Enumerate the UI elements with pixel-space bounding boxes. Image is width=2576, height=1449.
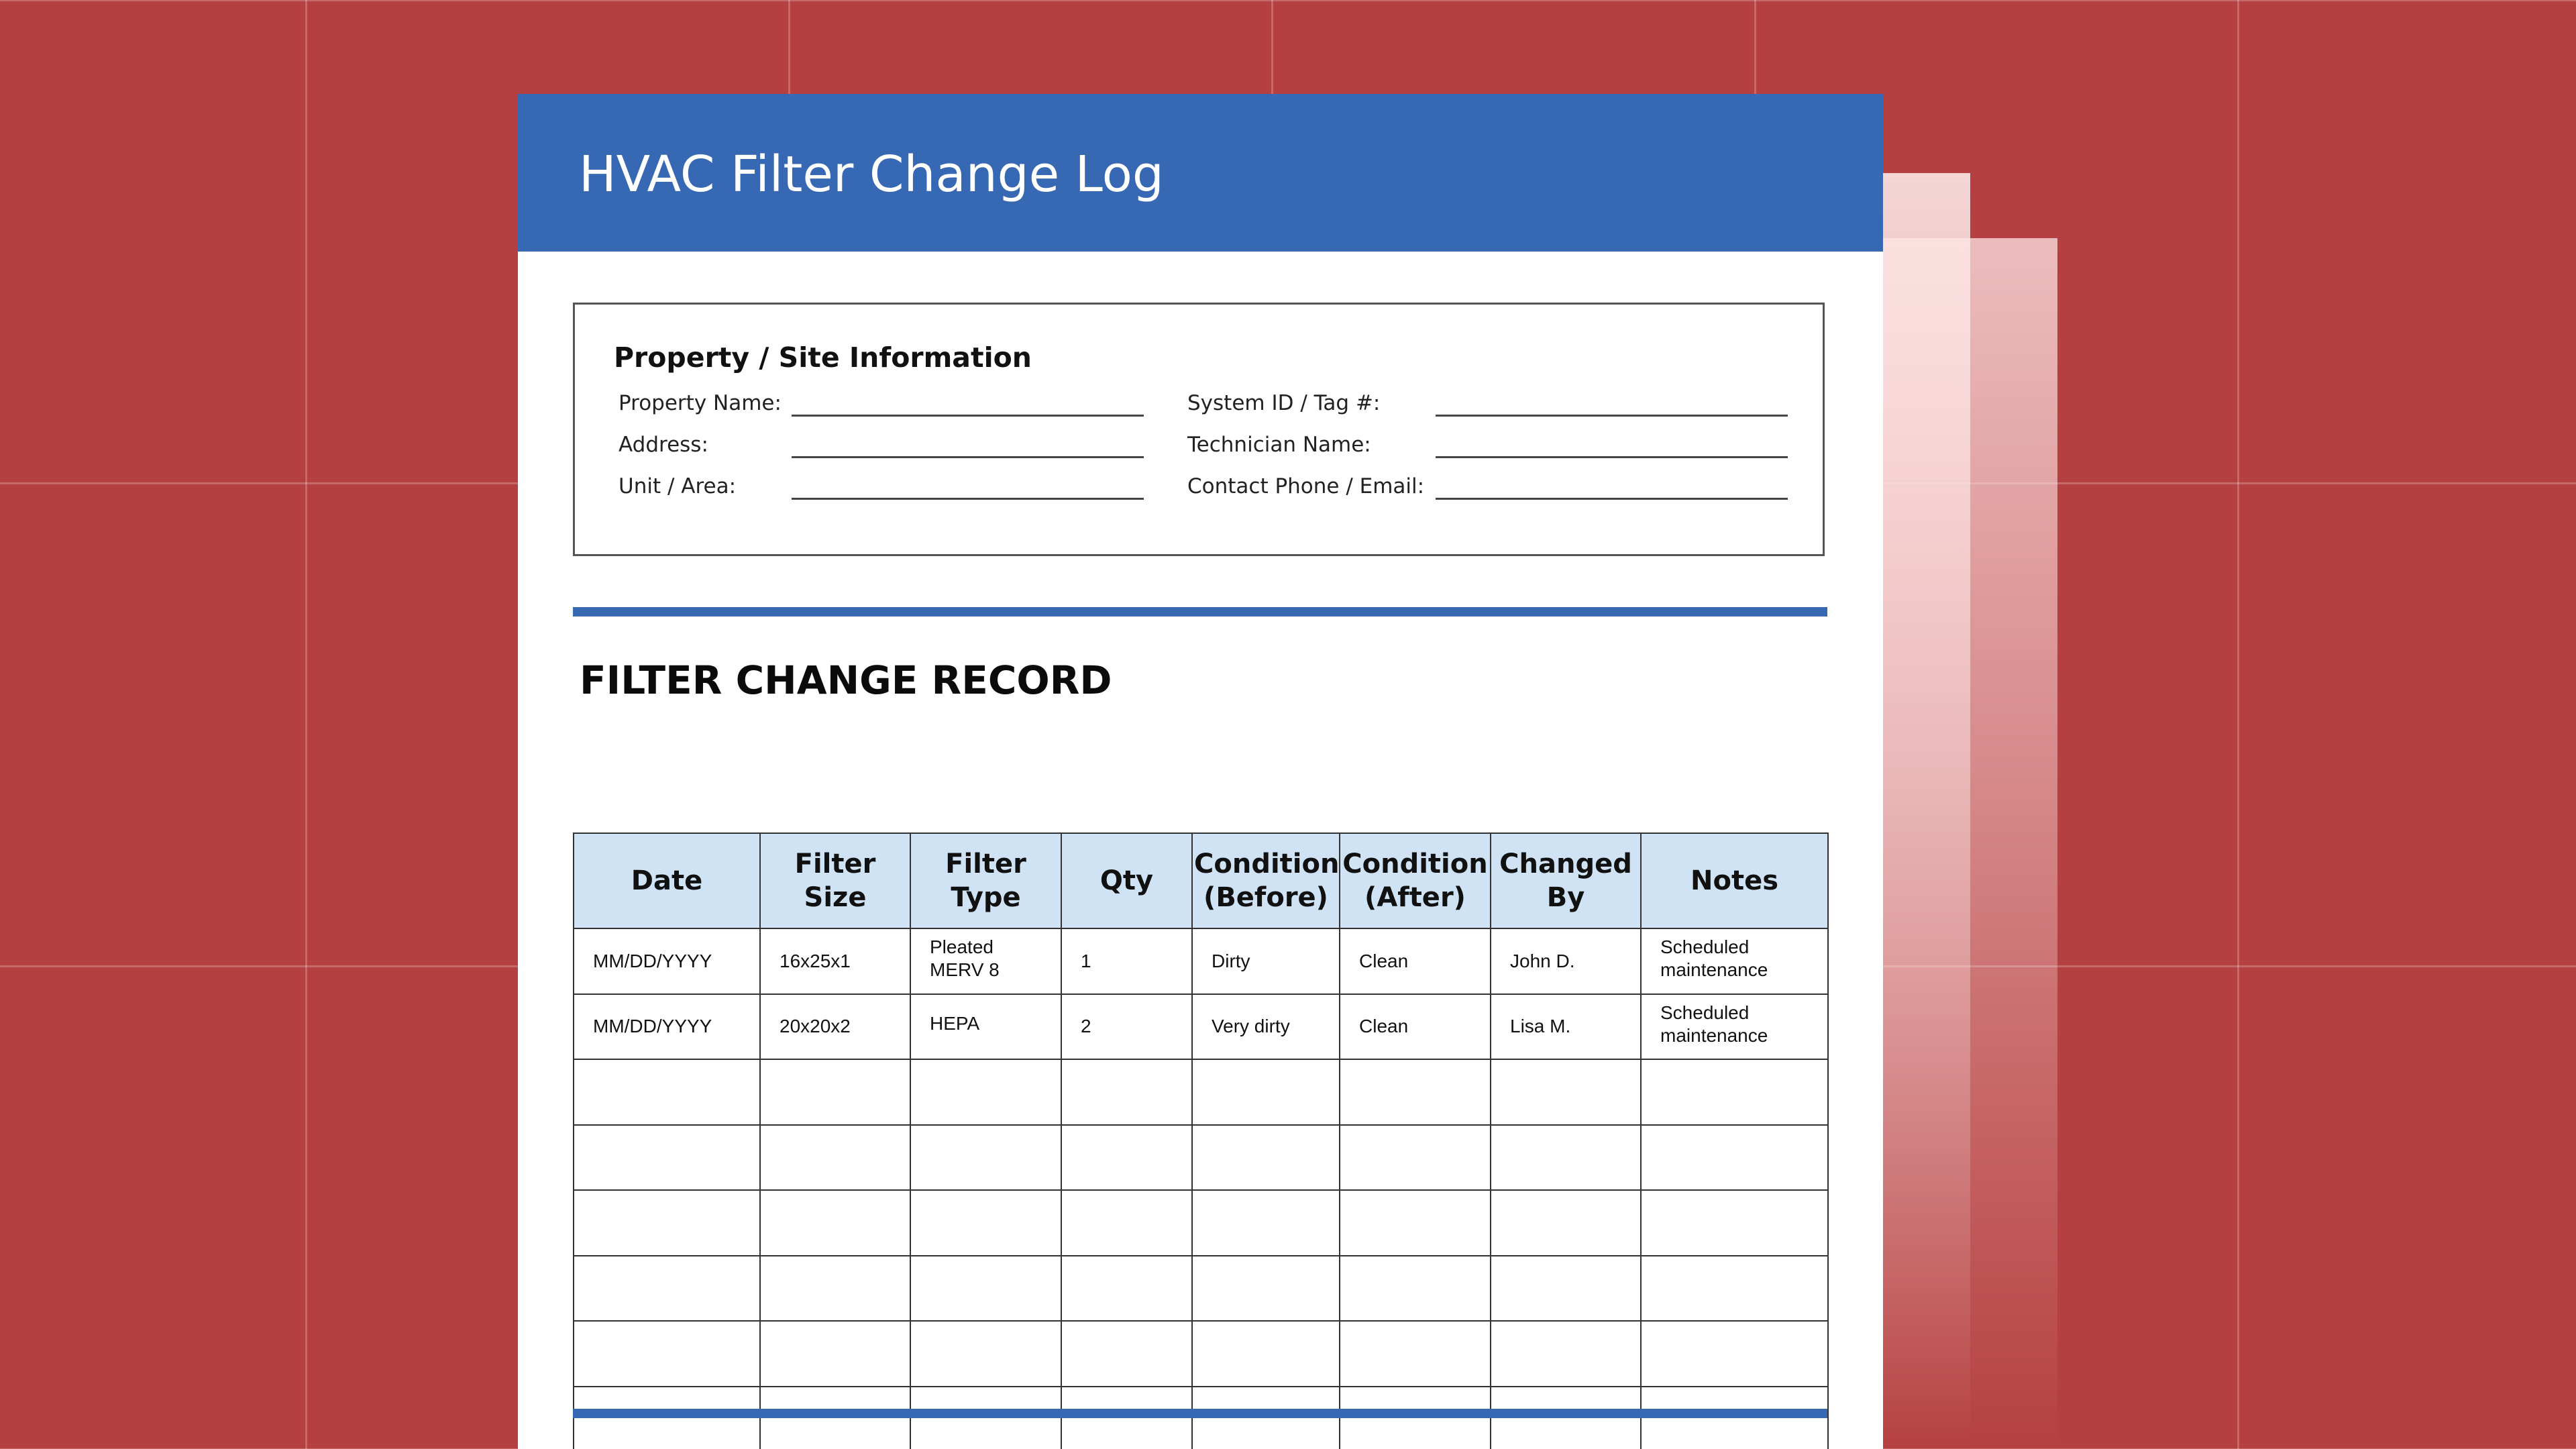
cell-text: 2 [1081,1016,1091,1037]
cell-changed-by[interactable] [1491,994,1641,1060]
cell-date[interactable] [574,994,760,1060]
cell-condition-after[interactable] [1340,1059,1491,1125]
cell-condition-after[interactable] [1340,994,1491,1060]
cell-changed-by[interactable] [1491,1190,1641,1256]
cell-text: MM/DD/YYYY [593,950,712,971]
cell-condition-after[interactable] [1340,928,1491,994]
cell-date[interactable] [574,1125,760,1191]
contact-label: Contact Phone / Email: [1187,474,1425,498]
cell-filter-size[interactable] [760,994,910,1060]
cell-date[interactable] [574,928,760,994]
cell-notes[interactable] [1641,928,1828,994]
cell-filter-size[interactable] [760,1256,910,1322]
cell-text: 20x20x2 [780,1016,851,1037]
cell-notes[interactable] [1641,1256,1828,1322]
cell-condition-before[interactable] [1192,1125,1340,1191]
system-id-label: System ID / Tag #: [1187,391,1381,415]
property-name-field[interactable] [792,415,1144,417]
cell-changed-by[interactable] [1491,1256,1641,1322]
address-field[interactable] [792,456,1144,458]
cell-changed-by[interactable] [1491,928,1641,994]
cell-qty[interactable] [1061,928,1192,994]
col-header-filter-type: Filter Type [910,833,1061,928]
filter-change-table [573,833,1829,1449]
document-page [518,94,1883,1449]
cell-filter-type[interactable] [910,994,1061,1060]
system-id-field[interactable] [1436,415,1788,417]
col-header-filter-size: Filter Size [760,833,910,928]
unit-area-field[interactable] [792,498,1144,500]
table-header-row [574,833,1828,928]
document-header [518,94,1883,252]
document-title: HVAC Filter Change Log [579,146,1164,203]
table-row [574,1190,1828,1256]
cell-changed-by[interactable] [1491,1125,1641,1191]
section-divider-top [573,607,1827,616]
cell-filter-type[interactable] [910,1125,1061,1191]
cell-text: Scheduled maintenance [1660,936,1768,980]
site-info-box [573,303,1825,556]
cell-filter-type[interactable] [910,928,1061,994]
cell-condition-after[interactable] [1340,1190,1491,1256]
cell-condition-before[interactable] [1192,994,1340,1060]
cell-filter-type[interactable] [910,1059,1061,1125]
address-label: Address: [619,433,708,457]
cell-condition-after[interactable] [1340,1256,1491,1322]
cell-qty[interactable] [1061,1059,1192,1125]
col-header-changed-by: Changed By [1491,833,1641,928]
cell-condition-before[interactable] [1192,1190,1340,1256]
cell-filter-size[interactable] [760,1190,910,1256]
cell-text: Pleated MERV 8 [930,936,1000,980]
cell-notes[interactable] [1641,1321,1828,1387]
cell-filter-size[interactable] [760,928,910,994]
cell-filter-size[interactable] [760,1321,910,1387]
cell-text: John D. [1510,950,1575,971]
property-name-label: Property Name: [619,391,782,415]
cell-qty[interactable] [1061,1190,1192,1256]
cell-notes[interactable] [1641,1125,1828,1191]
cell-text: Clean [1359,950,1409,971]
back-sheet-2 [1882,238,2057,1449]
cell-text: Lisa M. [1510,1016,1571,1037]
cell-text: 16x25x1 [780,950,851,971]
technician-name-label: Technician Name: [1187,433,1371,457]
col-header-condition-after: Condition (After) [1340,833,1491,928]
cell-text: Scheduled maintenance [1660,1002,1768,1046]
col-header-notes: Notes [1641,833,1828,928]
cell-filter-type[interactable] [910,1321,1061,1387]
technician-name-field[interactable] [1436,456,1788,458]
cell-notes[interactable] [1641,1059,1828,1125]
unit-area-label: Unit / Area: [619,474,737,498]
cell-text: Clean [1359,1016,1409,1037]
cell-qty[interactable] [1061,1256,1192,1322]
cell-condition-before[interactable] [1192,928,1340,994]
cell-qty[interactable] [1061,1321,1192,1387]
record-title: FILTER CHANGE RECORD [580,657,1112,703]
cell-condition-after[interactable] [1340,1321,1491,1387]
col-header-qty: Qty [1061,833,1192,928]
cell-filter-type[interactable] [910,1190,1061,1256]
cell-text: 1 [1081,950,1091,971]
col-header-condition-before: Condition (Before) [1192,833,1340,928]
cell-condition-before[interactable] [1192,1256,1340,1322]
table-row [574,1321,1828,1387]
cell-text: Dirty [1212,950,1250,971]
cell-condition-after[interactable] [1340,1125,1491,1191]
cell-notes[interactable] [1641,994,1828,1060]
cell-qty[interactable] [1061,994,1192,1060]
cell-changed-by[interactable] [1491,1059,1641,1125]
col-header-date: Date [574,833,760,928]
cell-filter-size[interactable] [760,1125,910,1191]
cell-condition-before[interactable] [1192,1321,1340,1387]
table-row [574,994,1828,1060]
table-row [574,1059,1828,1125]
table-row [574,1256,1828,1322]
cell-date[interactable] [574,1059,760,1125]
cell-date[interactable] [574,1256,760,1322]
cell-changed-by[interactable] [1491,1321,1641,1387]
cell-filter-type[interactable] [910,1256,1061,1322]
cell-filter-size[interactable] [760,1059,910,1125]
cell-text: HEPA [930,1012,980,1034]
cell-text: MM/DD/YYYY [593,1016,712,1037]
table-row [574,1125,1828,1191]
table-row [574,928,1828,994]
cell-qty[interactable] [1061,1125,1192,1191]
cell-condition-before[interactable] [1192,1059,1340,1125]
cell-notes[interactable] [1641,1190,1828,1256]
cell-date[interactable] [574,1321,760,1387]
cell-date[interactable] [574,1190,760,1256]
contact-field[interactable] [1436,498,1788,500]
site-info-heading: Property / Site Information [614,341,1032,374]
cell-text: Very dirty [1212,1016,1290,1037]
section-divider-bottom [573,1409,1827,1418]
